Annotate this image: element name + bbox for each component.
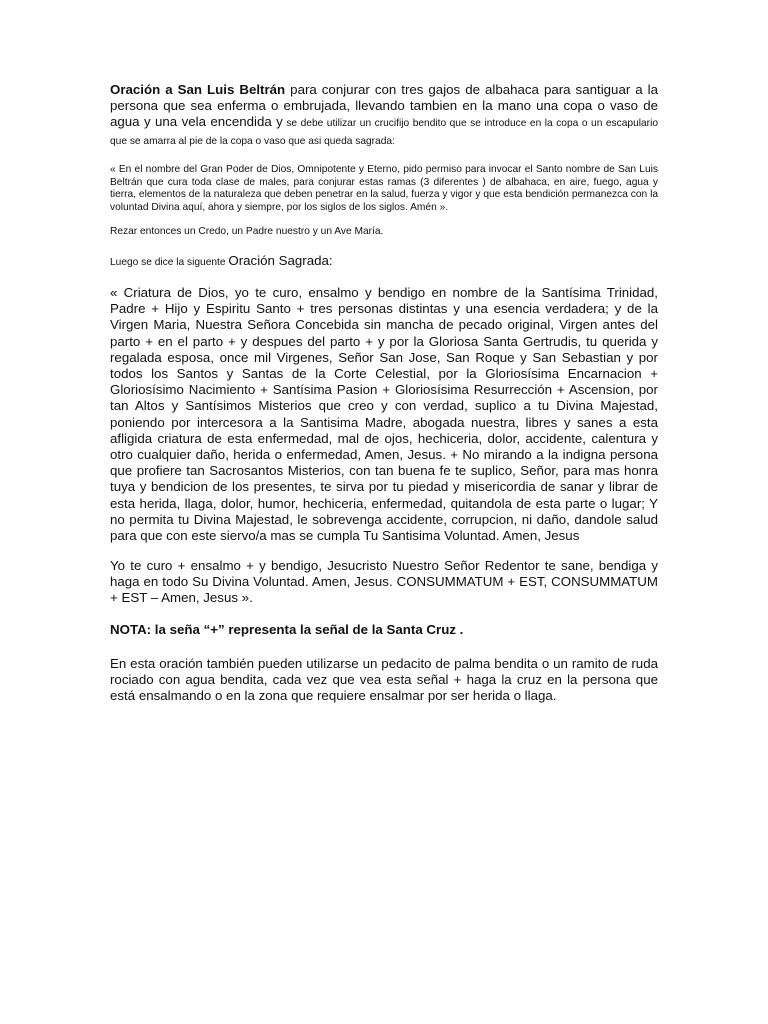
oracion-sagrada-paragraph: « Criatura de Dios, yo te curo, ensalmo y bendigo en nombre de la Santísima Trinidad, Padre + Hijo y Espiritu Santo + tres personas distintas y una esencia verdadera; y de la Virgen Maria, Nuestra Señora Concebida sin mancha de pecado original, Virgen antes del parto + en el parto + y despues del parto + y por la Gloriosa Santa Gertrudis, tu querida y regalada esposa, once mil Virgenes, Señor San Jose, San Roque y San Sebastian y por todos los Santos y Santas de la Corte Celestial, por la Gloriosísima Encarnacion + Gloriosísimo Nacimiento + Santísima Pasion + Gloriosísima Resurrección + Ascension, por tan Altos y Santísimos Misterios que creo y con verdad, suplico a tu Divina Majestad, poniendo por intercesora a la Santisima Madre, abogada nuestra, libres y sanes a esta afligida criatura de esta enfermedad, mal de ojos, hechiceria, dolor, accidente, calentura y otro cualquier daño, herida o enfermedad, Amen, Jesus. + No mirando a la indigna persona que profiere tan Sacrosantos Misterios, con tan buena fe te suplico, Señor, para mas honra tuya y bendicion de los presentes, te sirva por tu piedad y misericordia de sanar y librar de esta herida, llaga, dolor, humor, hechiceria, enfermedad, quitandola de esta parte o lugar; Y no permita tu Divina Majestad, le sobrevenga accidente, corrupcion, ni daño, dandole salud para que con este siervo/a mas se cumpla Tu Santisima Voluntad. Amen, Jesus — [110, 284, 658, 544]
credo-instruction: Rezar entonces un Credo, un Padre nuestro y un Ave María. — [110, 226, 384, 238]
document-page — [110, 82, 658, 704]
luego-instruction — [110, 253, 658, 271]
nota-paragraph: NOTA: la seña “+” representa la señal de la Santa Cruz . — [110, 622, 464, 638]
intro-paragraph — [110, 82, 658, 150]
oracion-sagrada-label: Oración Sagrada: — [228, 252, 333, 268]
invocation-paragraph: « En el nombre del Gran Poder de Dios, Omnipotente y Eterno, pido permiso para invocar el Santo nombre de San Luis Beltrán que cura toda clase de males, para conjurar estas ramas (3 diferentes ) de albahaca, en aire, fuego, agua y tierra, elementos de la naturaleza que deben penetrar en la salud, fuerza y vigor y que esta bendición permanezca con la voluntad Divina aquí, ahora y siempre, por los siglos de los siglos. Amén ». — [110, 164, 658, 213]
final-paragraph: En esta oración también pueden utilizarse un pedacito de palma bendita o un ramito de ruda rociado con agua bendita, cada vez que vea esta señal + haga la cruz en la persona que está ensalmando o en la zona que requiere ensalmar por ser herida o llaga. — [110, 656, 658, 704]
intro-text: para conjurar con tres gajos de albahaca para santiguar a la persona que sea enferma o embrujada, llevando tambien en la mano una copa o vaso de agua y una vela encendida y — [110, 82, 658, 129]
intro-text-small: se debe utilizar un crucifijo bendito que se introduce en la copa o un escapulario que se amarra al pie de la copa o vaso que asi queda sagrada: — [110, 118, 658, 147]
prayer-title: Oración a San Luis Beltrán — [110, 82, 286, 97]
luego-text: Luego se dice la siguente — [110, 256, 229, 268]
closing-paragraph: Yo te curo + ensalmo + y bendigo, Jesucristo Nuestro Señor Redentor te sane, bendiga y haga en todo Su Divina Voluntad. Amen, Jesus. CONSUMMATUM + EST, CONSUMMATUM + EST – Amen, Jesus ». — [110, 558, 658, 606]
